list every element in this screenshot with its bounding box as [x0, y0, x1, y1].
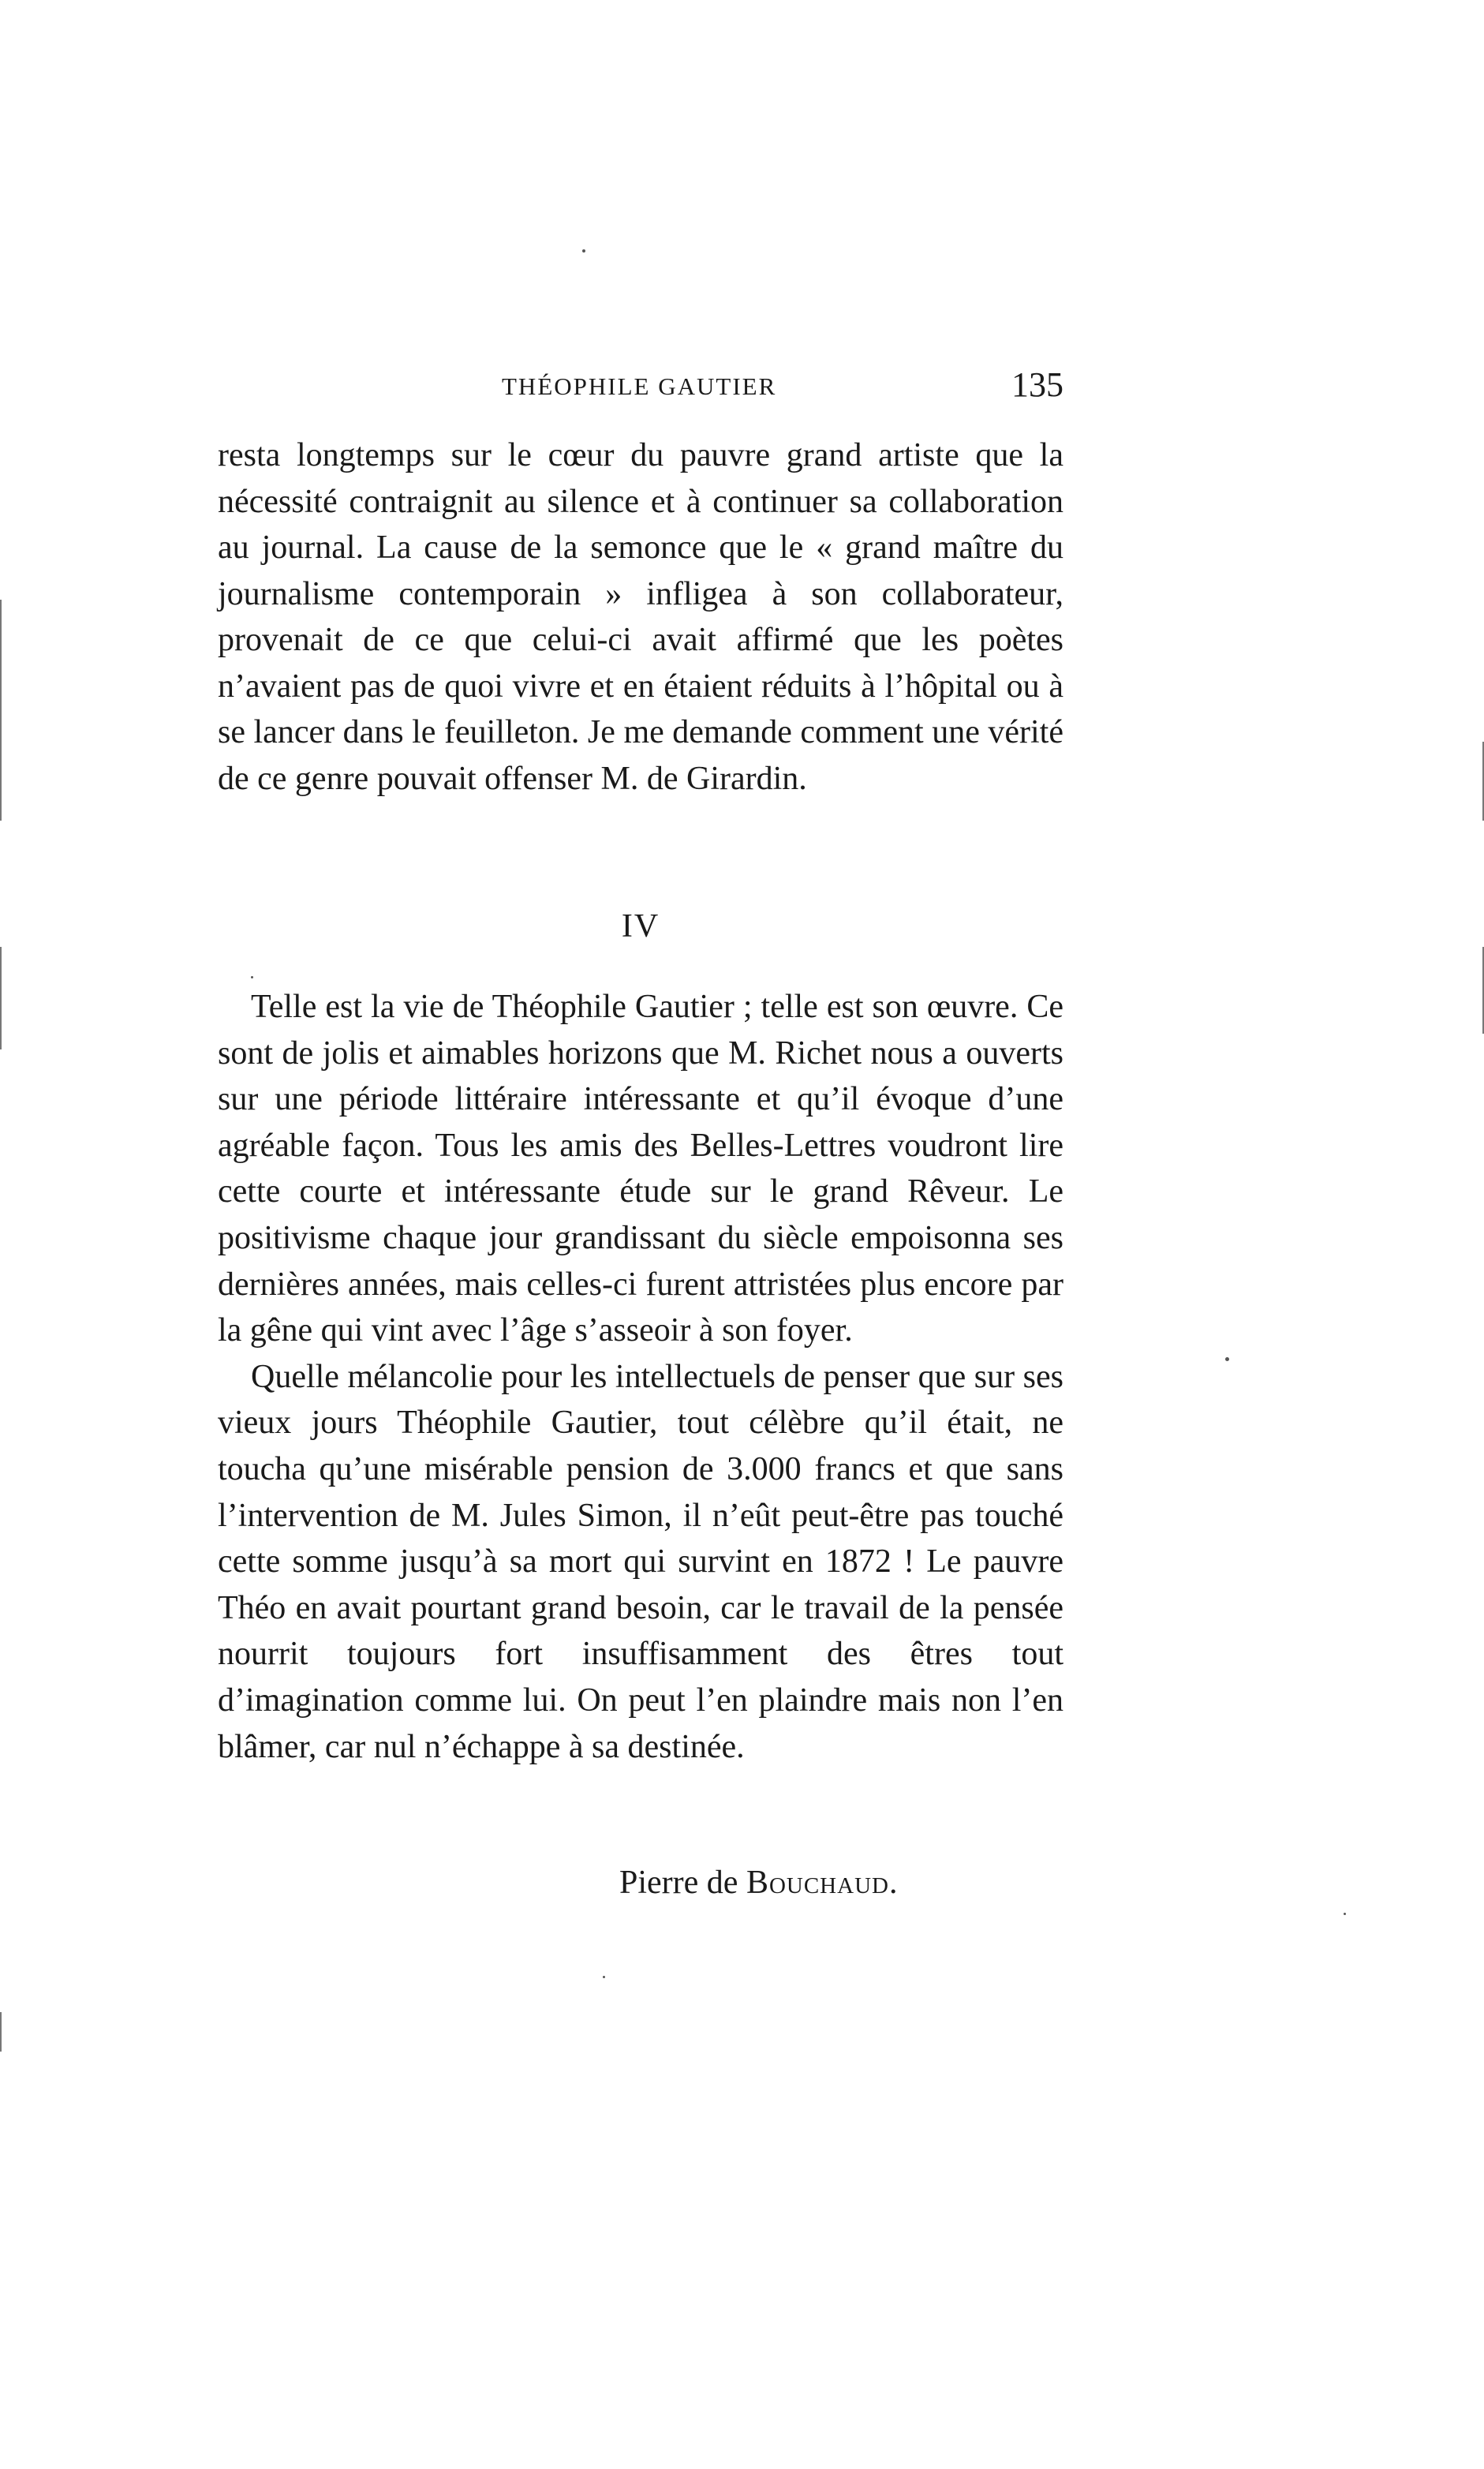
- scan-edge-mark: [0, 2012, 2, 2052]
- author-signature: [619, 1864, 897, 1902]
- scan-edge-mark: [0, 600, 2, 821]
- signature-first-name: Pierre de: [619, 1865, 746, 1901]
- paragraph: Telle est la vie de Théophile Gautier ; telle est son œuvre. Ce sont de jolis et aimables horizons que M. Richet nous a ouverts sur une période littéraire intéressante et qu’il évoque d’une agréable façon. Tous les amis des Belles-Lettres voudront lire cette courte et intéressante étude sur le grand Rêveur. Le positivisme chaque jour grandissant du siècle empoisonna ses dernières années, mais celles-ci furent attristées plus encore par la gêne qui vint avec l’âge s’asseoir à son foyer.: [218, 989, 1063, 1349]
- paragraph: resta longtemps sur le cœur du pauvre grand artiste que la nécessité contraignit au silence et à continuer sa collaboration au journal. La cause de la semonce que le « grand maître du journalisme contemporain » infligea à son collaborateur, provenait de ce que celui-ci avait affirmé que les poètes n’avaient pas de quoi vivre et en étaient réduits à l’hôpital ou à se lancer dans le feuilleton. Je me demande comment une vérité de ce genre pouvait offenser M. de Girardin.: [218, 437, 1063, 797]
- scan-speck: [582, 249, 585, 253]
- scan-speck: [603, 1976, 605, 1978]
- body-text-continued: [218, 432, 1063, 802]
- page-number: 135: [1011, 365, 1063, 404]
- section-heading: IV: [621, 908, 660, 945]
- scan-speck: [251, 976, 253, 978]
- section-text: [218, 984, 1063, 1770]
- running-header: [218, 365, 1063, 412]
- scan-speck: [1344, 1913, 1346, 1915]
- scan-edge-mark: [0, 947, 2, 1049]
- scan-speck: [1225, 1357, 1229, 1361]
- signature-period: .: [888, 1865, 898, 1901]
- signature-last-name: Bouchaud: [746, 1865, 889, 1901]
- running-title: THÉOPHILE GAUTIER: [502, 372, 777, 400]
- paragraph: Quelle mélancolie pour les intellectuels de penser que sur ses vieux jours Théophile Gautier, tout célèbre qu’il était, ne toucha qu’une misérable pension de 3.000 francs et que sans l’intervention de M. Jules Simon, il n’eût peut-être pas touché cette somme jusqu’à sa mort qui survint en 1872 ! Le pauvre Théo en avait pourtant grand besoin, car le travail de la pensée nourrit toujours fort insuffisamment des êtres tout d’imagination comme lui. On peut l’en plaindre mais non l’en blâmer, car nul n’échappe à sa destinée.: [218, 1358, 1063, 1765]
